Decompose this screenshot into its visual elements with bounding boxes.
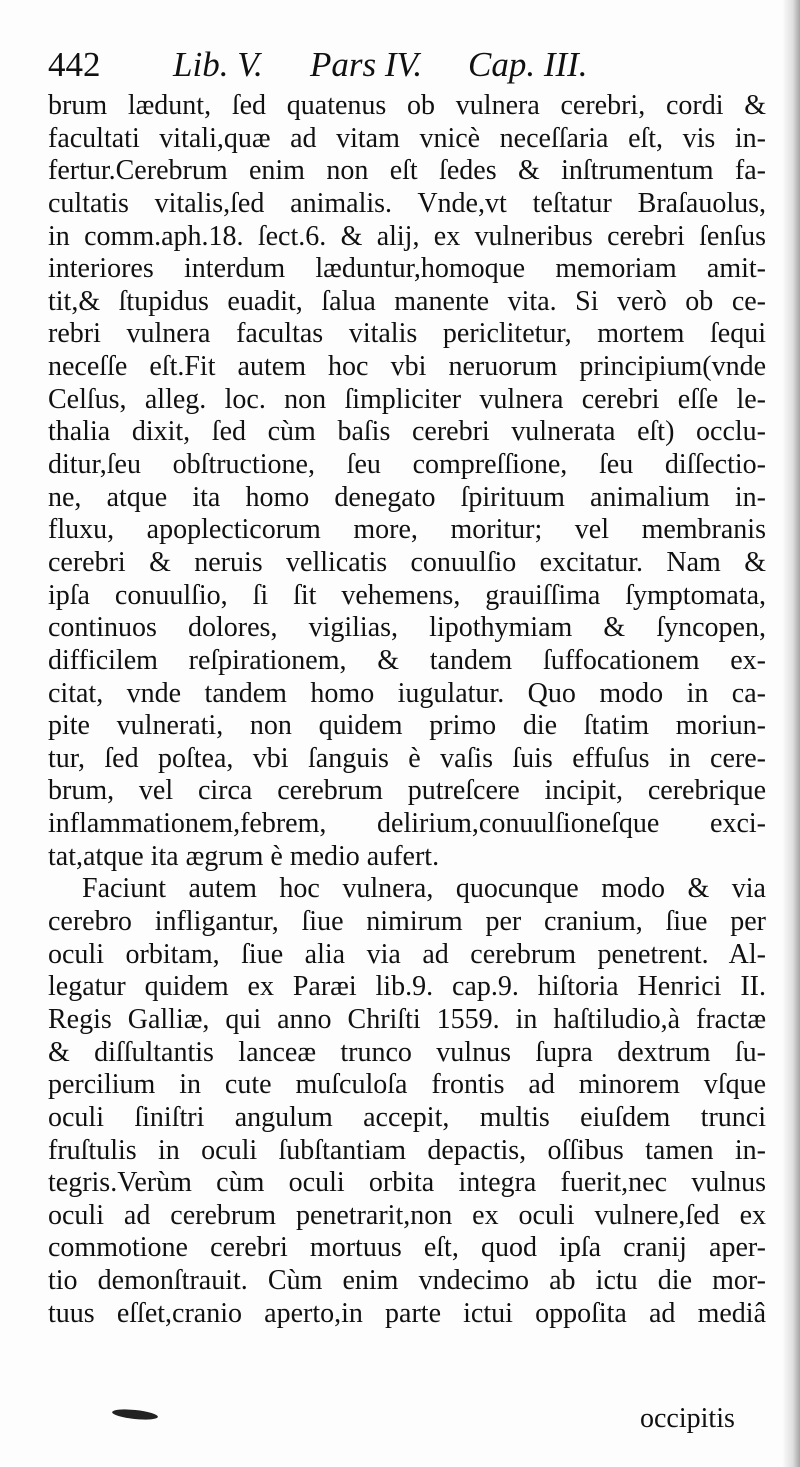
text-line: cerebro infligantur, ſiue nimirum per cranium, ſiue per (48, 906, 766, 938)
text-line: legatur quidem ex Paræi lib.9. cap.9. hiſtoria Henrici II. (48, 971, 766, 1003)
text-line: Faciunt autem hoc vulnera, quocunque modo & via (82, 873, 766, 905)
header-liber: Lib. V. (173, 45, 263, 84)
text-line: facultati vitali,quæ ad vitam vnicè neceſſaria eſt, vis in- (48, 122, 766, 154)
text-line: oculi ad cerebrum penetrarit,non ex oculi vulnere,ſed ex (48, 1199, 766, 1231)
text-line: inflammationem,febrem, delirium,conuulſioneſque exci- (48, 808, 766, 840)
header-pars: Pars IV. (310, 45, 423, 84)
catchword: occipitis (640, 1403, 735, 1434)
text-line: interiores interdum læduntur,homoque memoriam amit- (48, 253, 766, 285)
text-line: oculi ſiniſtri angulum accepit, multis eiuſdem trunci (48, 1101, 766, 1133)
text-line: Regis Galliæ, qui anno Chriſti 1559. in haſtiludio,à fractæ (48, 1003, 766, 1035)
text-line: tat,atque ita ægrum è medio aufert. (48, 840, 440, 872)
text-line: ditur,ſeu obſtructione, ſeu compreſſione, ſeu diſſectio- (48, 449, 766, 481)
running-header (48, 40, 768, 90)
text-line: tur, ſed poſtea, vbi ſanguis è vaſis ſuis effuſus in cere- (48, 742, 766, 774)
text-line: neceſſe eſt.Fit autem hoc vbi neruorum principium(vnde (48, 351, 766, 383)
text-line: brum, vel circa cerebrum putreſcere incipit, cerebrique (48, 775, 766, 807)
text-line: tit,& ſtupidus euadit, ſalua manente vita. Si verò ob ce- (48, 285, 766, 317)
header-caput: Cap. III. (468, 45, 588, 84)
text-line: & diſſultantis lanceæ trunco vulnus ſupra dextrum ſu- (48, 1036, 766, 1068)
text-line: fruſtulis in oculi ſubſtantiam depactis, oſſibus tamen in- (48, 1134, 766, 1166)
text-line: rebri vulnera facultas vitalis periclitetur, mortem ſequi (48, 318, 766, 350)
page-number: 442 (48, 45, 101, 84)
text-line: fertur.Cerebrum enim non eſt ſedes & inſtrumentum fa- (48, 155, 766, 187)
ink-smudge (112, 1408, 159, 1422)
text-line: percilium in cute muſculoſa frontis ad minorem vſque (48, 1069, 766, 1101)
text-line: ne, atque ita homo denegato ſpirituum animalium in- (48, 481, 766, 513)
body-text (48, 90, 766, 1330)
text-line: tegris.Verùm cùm oculi orbita integra fuerit,nec vulnus (48, 1167, 766, 1199)
text-line: brum lædunt, ſed quatenus ob vulnera cerebri, cordi & (48, 90, 766, 121)
text-line: citat, vnde tandem homo iugulatur. Quo modo in ca- (48, 677, 766, 709)
text-line: cultatis vitalis,ſed animalis. Vnde,vt teſtatur Braſauolus, (48, 187, 766, 219)
text-line: cerebri & neruis vellicatis conuulſio excitatur. Nam & (48, 546, 766, 578)
text-line: Celſus, alleg. loc. non ſimpliciter vulnera cerebri eſſe le- (48, 383, 766, 415)
text-line: ipſa conuulſio, ſi ſit vehemens, grauiſſima ſymptomata, (48, 579, 766, 611)
text-line: tio demonſtrauit. Cùm enim vndecimo ab ictu die mor- (48, 1265, 766, 1297)
text-line: difficilem reſpirationem, & tandem ſuffocationem ex- (48, 644, 766, 676)
text-line: fluxu, apoplecticorum more, moritur; vel membranis (48, 514, 766, 546)
text-line: oculi orbitam, ſiue alia via ad cerebrum penetrent. Al- (48, 938, 766, 970)
text-line: continuos dolores, vigilias, lipothymiam & ſyncopen, (48, 612, 766, 644)
text-line: thalia dixit, ſed cùm baſis cerebri vulnerata eſt) occlu- (48, 416, 766, 448)
text-line: in comm.aph.18. ſect.6. & alij, ex vulneribus cerebri ſenſus (48, 220, 766, 252)
text-line: commotione cerebri mortuus eſt, quod ipſa cranij aper- (48, 1232, 766, 1264)
text-line: tuus eſſet,cranio aperto,in parte ictui oppoſita ad mediâ (48, 1297, 766, 1329)
text-line: pite vulnerati, non quidem primo die ſtatim moriun- (48, 710, 766, 742)
